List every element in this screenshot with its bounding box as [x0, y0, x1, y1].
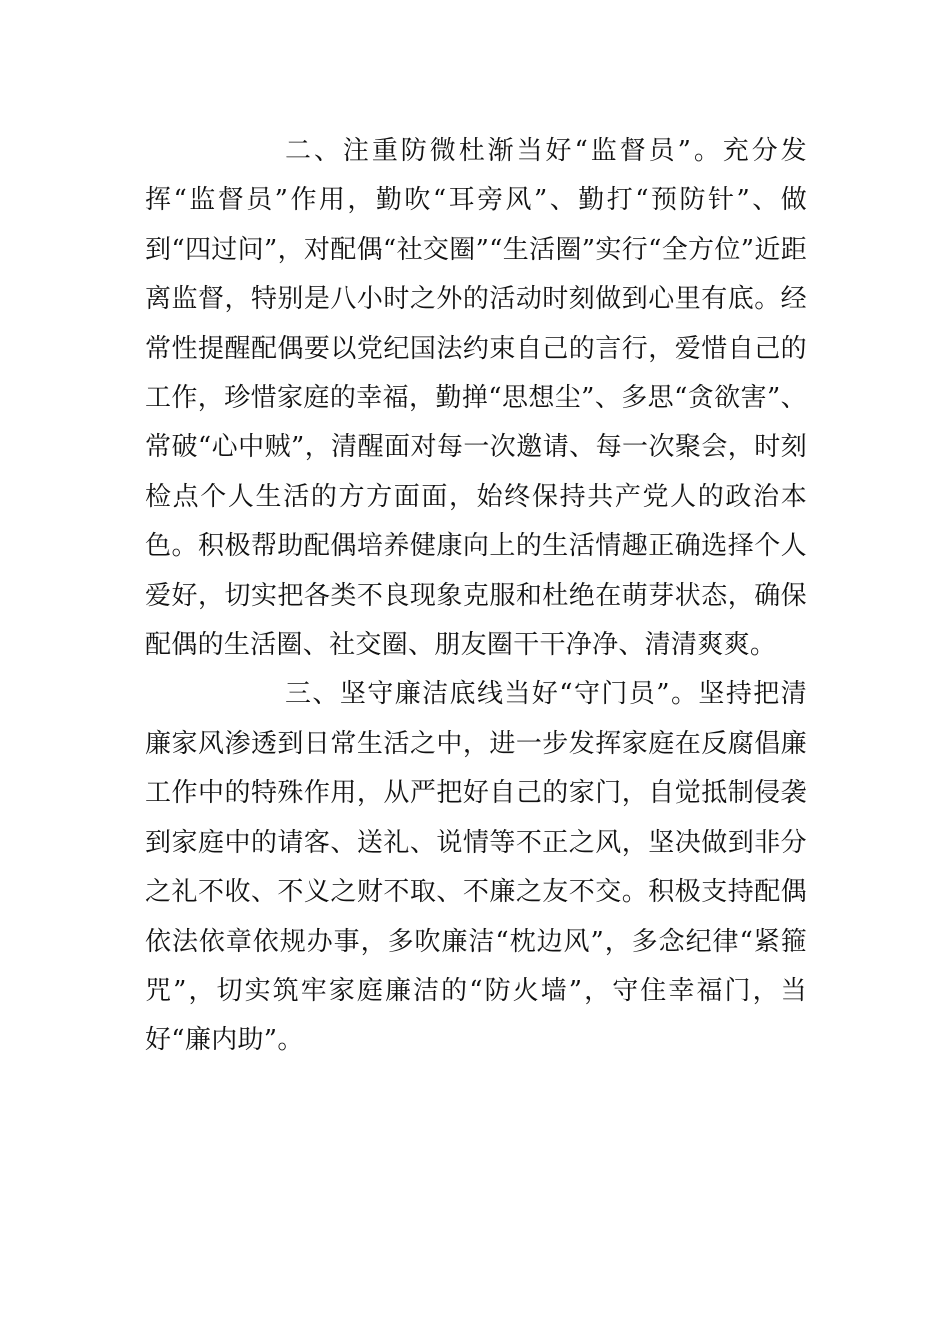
- document-body: [145, 127, 807, 1066]
- paragraph-goalkeeper: 三、坚守廉洁底线当好“守门员”。坚持把清廉家风渗透到日常生活之中，进一步发挥家庭在反腐倡廉工作中的特殊作用，从严把好自己的家门，自觉抵制侵袭到家庭中的请客、送礼、说情等不正之风，坚决做到非分之礼不收、不义之财不取、不廉之友不交。积极支持配偶依法依章依规办事，多吹廉洁“枕边风”，多念纪律“紧箍咒”，切实筑牢家庭廉洁的“防火墙”，守住幸福门，当好“廉内助”。: [145, 679, 807, 1056]
- paragraph-supervisor: 二、注重防微杜渐当好“监督员”。充分发挥“监督员”作用，勤吹“耳旁风”、勤打“预防针”、做到“四过问”，对配偶“社交圈”“生活圈”实行“全方位”近距离监督，特别是八小时之外的活动时刻做到心里有底。经常性提醒配偶要以党纪国法约束自己的言行，爱惜自己的工作，珍惜家庭的幸福，勤掸“思想尘”、多思“贪欲害”、常破“心中贼”，清醒面对每一次邀请、每一次聚会，时刻检点个人生活的方方面面，始终保持共产党人的政治本色。积极帮助配偶培养健康向上的生活情趣正确选择个人爱好，切实把各类不良现象克服和杜绝在萌芽状态，确保配偶的生活圈、社交圈、朋友圈干干净净、清清爽爽。: [145, 136, 807, 661]
